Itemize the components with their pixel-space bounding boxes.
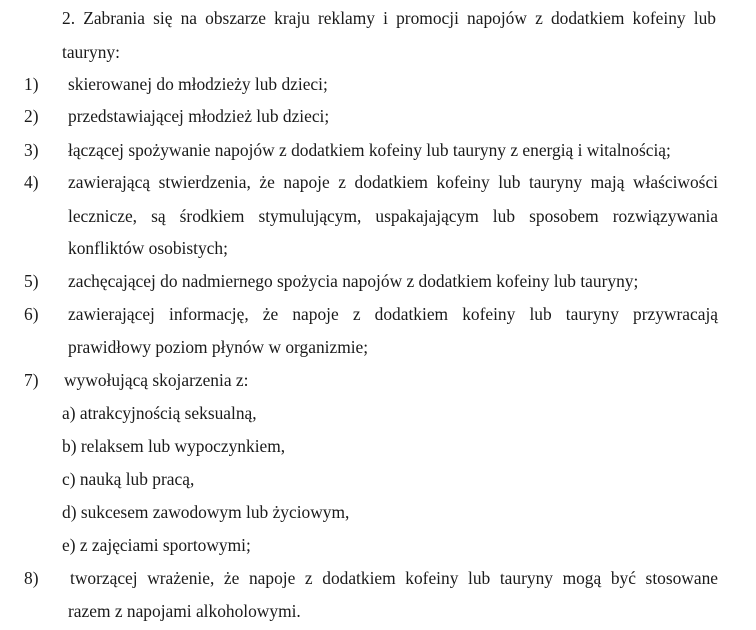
- item-number: 3): [24, 140, 39, 160]
- subitem-text: a) atrakcyjnością seksualną,: [62, 403, 257, 423]
- item-text: zawierającej informację, że napoje z dodatkiem kofeiny lub tauryny przywracają: [68, 304, 718, 324]
- item-number: 2): [24, 106, 39, 126]
- item-number: 1): [24, 74, 39, 94]
- item-text: tworzącej wrażenie, że napoje z dodatkiem kofeiny lub tauryny mogą być stosowane: [70, 568, 718, 588]
- subitem-text: c) nauką lub pracą,: [62, 469, 195, 489]
- intro-line-1: 2. Zabrania się na obszarze kraju reklamy i promocji napojów z dodatkiem kofeiny lub: [62, 8, 716, 28]
- item-text: wywołującą skojarzenia z:: [64, 370, 249, 390]
- subitem-text: b) relaksem lub wypoczynkiem,: [62, 436, 286, 456]
- item-text: przedstawiającej młodzież lub dzieci;: [68, 106, 330, 126]
- item-number: 8): [24, 568, 39, 588]
- item-number: 6): [24, 304, 39, 324]
- item-text: skierowanej do młodzieży lub dzieci;: [68, 74, 328, 94]
- item-number: 7): [24, 370, 39, 390]
- item-text: zachęcającej do nadmiernego spożycia napojów z dodatkiem kofeiny lub tauryny;: [68, 271, 639, 291]
- intro-line-2: tauryny:: [62, 42, 120, 62]
- item-text: razem z napojami alkoholowymi.: [68, 601, 301, 621]
- item-text: prawidłowy poziom płynów w organizmie;: [68, 337, 369, 357]
- item-text: łączącej spożywanie napojów z dodatkiem kofeiny lub tauryny z energią i witalnością;: [68, 140, 671, 160]
- item-text: zawierającą stwierdzenia, że napoje z dodatkiem kofeiny lub tauryny mają właściwości: [68, 172, 718, 192]
- item-text: konfliktów osobistych;: [68, 238, 228, 258]
- subitem-text: d) sukcesem zawodowym lub życiowym,: [62, 502, 350, 522]
- subitem-text: e) z zajęciami sportowymi;: [62, 535, 251, 555]
- item-text: lecznicze, są środkiem stymulującym, uspakajającym lub sposobem rozwiązywania: [68, 206, 718, 226]
- item-number: 4): [24, 172, 39, 192]
- item-number: 5): [24, 271, 39, 291]
